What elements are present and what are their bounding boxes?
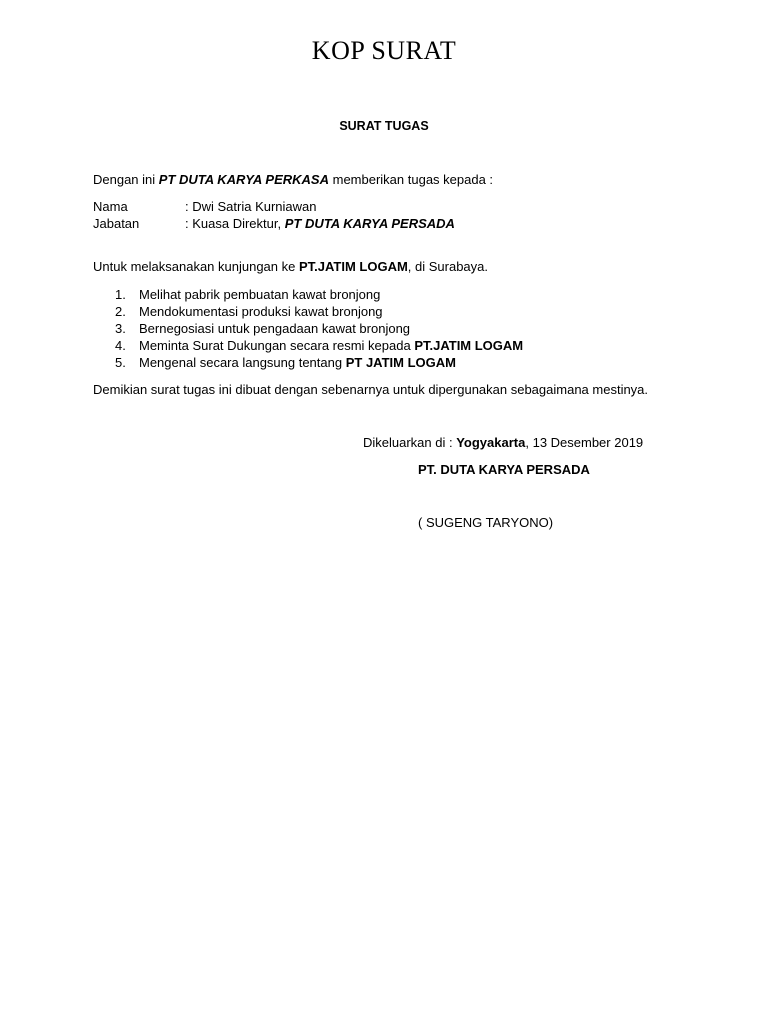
list-number: 2. (115, 304, 126, 319)
issued-prefix: Dikeluarkan di : (363, 435, 457, 450)
jabatan-value: : Kuasa Direktur, (185, 216, 282, 231)
list-number: 5. (115, 355, 126, 370)
intro-line (93, 172, 493, 187)
list-item (93, 286, 523, 303)
list-item (93, 337, 523, 354)
letterhead-placeholder: KOP SURAT (311, 36, 457, 65)
list-text: Bernegosiasi untuk pengadaan kawat bronjong (139, 321, 411, 336)
visit-line (93, 259, 488, 274)
jabatan-company: PT DUTA KARYA PERSADA (284, 216, 455, 231)
closing-line: Demikian surat tugas ini dibuat dengan sebenarnya untuk dipergunakan sebagaimana mestinya. (93, 382, 649, 397)
list-bold: PT.JATIM LOGAM (414, 338, 524, 353)
visit-prefix: Untuk melaksanakan kunjungan ke (93, 259, 299, 274)
signature-company: PT. DUTA KARYA PERSADA (418, 462, 590, 477)
signer-name: ( SUGENG TARYONO) (418, 515, 554, 530)
list-text: Melihat pabrik pembuatan kawat bronjong (139, 287, 381, 302)
list-item (93, 354, 523, 371)
issued-date: , 13 Desember 2019 (525, 435, 644, 450)
list-number: 3. (115, 321, 126, 336)
list-item (93, 303, 523, 320)
intro-prefix: Dengan ini (93, 172, 159, 187)
field-nama (93, 199, 317, 214)
nama-label: Nama (93, 199, 128, 214)
list-text: Meminta Surat Dukungan secara resmi kepada (139, 338, 415, 353)
intro-suffix: memberikan tugas kepada : (329, 172, 494, 187)
visit-company: PT.JATIM LOGAM (298, 259, 408, 274)
list-text: Mendokumentasi produksi kawat bronjong (139, 304, 383, 319)
issued-line (363, 435, 643, 450)
letter-title: SURAT TUGAS (339, 119, 429, 133)
list-number: 1. (115, 287, 126, 302)
field-jabatan (93, 216, 455, 231)
intro-company: PT DUTA KARYA PERKASA (158, 172, 329, 187)
issued-city: Yogyakarta (456, 435, 526, 450)
list-number: 4. (115, 338, 126, 353)
nama-value: : Dwi Satria Kurniawan (185, 199, 317, 214)
list-bold: PT JATIM LOGAM (345, 355, 456, 370)
list-text: Mengenal secara langsung tentang (139, 355, 346, 370)
list-item (93, 320, 523, 337)
visit-suffix: , di Surabaya. (407, 259, 488, 274)
task-list (93, 286, 523, 371)
jabatan-label: Jabatan (93, 216, 140, 231)
